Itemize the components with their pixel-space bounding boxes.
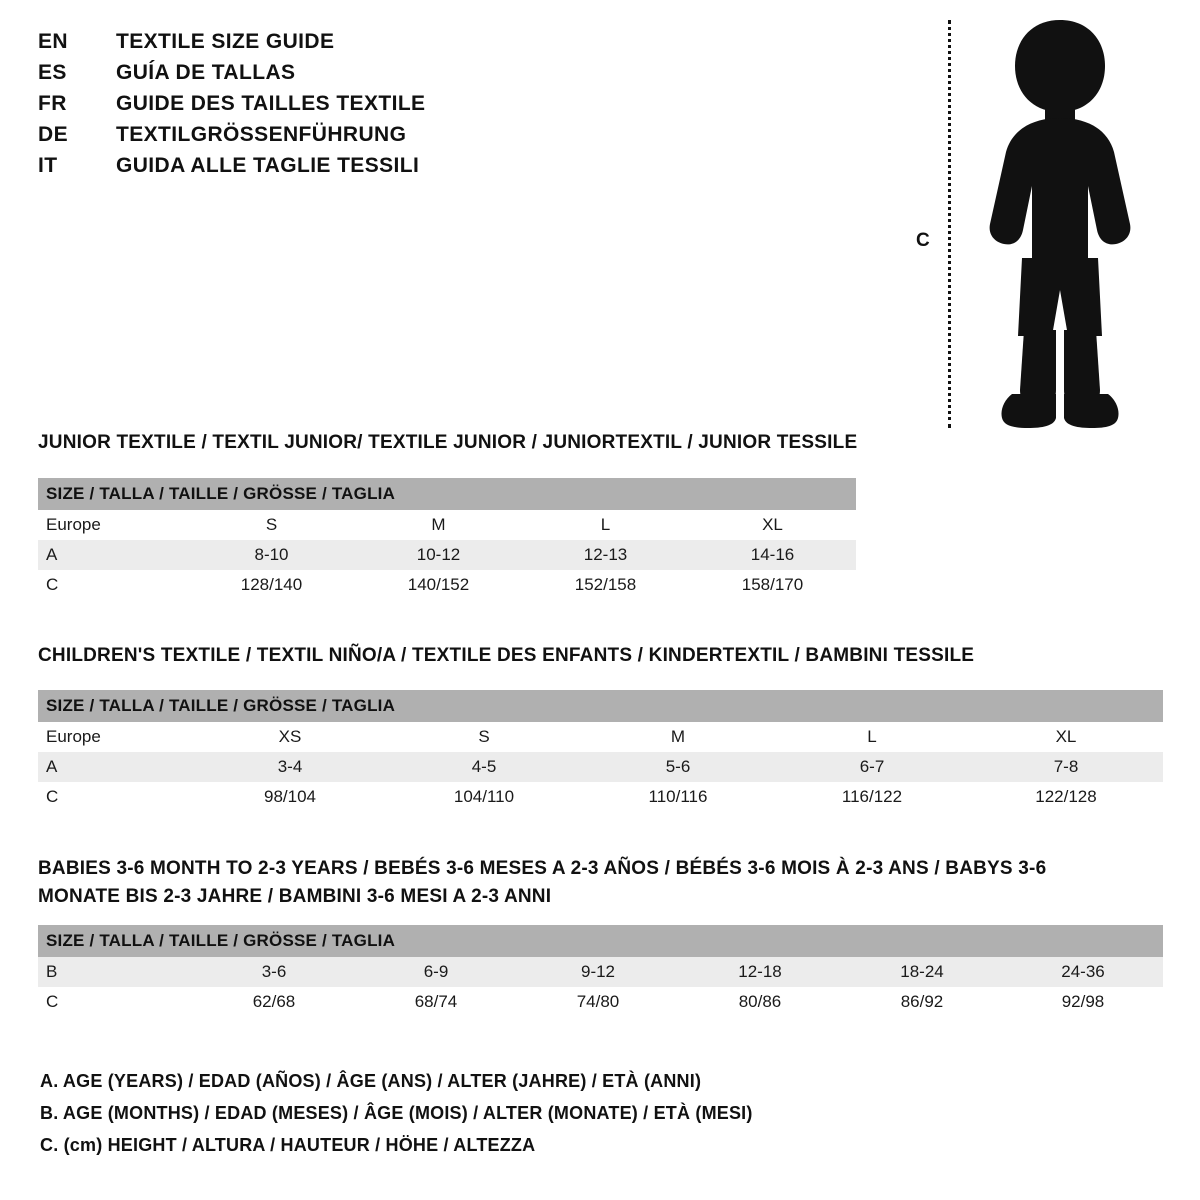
table-cell: 152/158 [522,570,689,600]
table-row [38,957,1163,987]
height-marker-label: C [916,230,930,251]
table-cell: 80/86 [679,987,841,1017]
column-header: XS [193,722,387,752]
height-dashed-line [948,20,951,428]
row-label: Europe [38,722,193,752]
language-title: GUIDE DES TAILLES TEXTILE [116,92,426,115]
column-header: L [522,510,689,540]
table-cell: 74/80 [517,987,679,1017]
table-cell: 7-8 [969,752,1163,782]
row-label: B [38,957,193,987]
table-row [38,510,856,540]
row-label: C [38,570,188,600]
language-row [38,30,658,61]
language-row [38,92,658,123]
table-cell: 62/68 [193,987,355,1017]
children-size-table [38,690,1163,812]
column-header: XL [689,510,856,540]
section-title-babies: BABIES 3-6 MONTH TO 2-3 YEARS / BEBÉS 3-6 MESES A 2-3 AÑOS / BÉBÉS 3-6 MOIS À 2-3 ANS / BABYS 3-6 MONATE BIS 2-3 JAHRE / BAMBINI 3-6 MESI A 2-3 ANNI [38,858,1047,907]
table-cell: 5-6 [581,752,775,782]
size-bar-label: SIZE / TALLA / TAILLE / GRÖSSE / TAGLIA [38,478,856,510]
table-cell: 14-16 [689,540,856,570]
row-label: A [38,540,188,570]
row-label: Europe [38,510,188,540]
table-cell: 9-12 [517,957,679,987]
language-title-list [38,30,658,185]
column-header: S [188,510,355,540]
legend-line-age-months: B. AGE (MONTHS) / EDAD (MESES) / ÂGE (MOIS) / ALTER (MONATE) / ETÀ (MESI) [40,1103,753,1123]
legend-line-age-years: A. AGE (YEARS) / EDAD (AÑOS) / ÂGE (ANS) / ALTER (JAHRE) / ETÀ (ANNI) [40,1071,702,1091]
language-row [38,154,658,185]
table-cell: 24-36 [1003,957,1163,987]
table-cell: 122/128 [969,782,1163,812]
table-row [38,782,1163,812]
language-code: DE [38,123,68,146]
language-title: GUÍA DE TALLAS [116,61,296,84]
table-cell: 12-13 [522,540,689,570]
table-cell: 12-18 [679,957,841,987]
row-label: A [38,752,193,782]
column-header: M [355,510,522,540]
table-row [38,752,1163,782]
column-header: XL [969,722,1163,752]
table-header-bar [38,478,856,510]
table-cell: 6-9 [355,957,517,987]
table-cell: 86/92 [841,987,1003,1017]
language-title: TEXTILGRÖSSENFÜHRUNG [116,123,407,146]
table-cell: 18-24 [841,957,1003,987]
child-silhouette-icon [960,18,1160,430]
language-title: GUIDA ALLE TAGLIE TESSILI [116,154,420,177]
language-code: FR [38,92,67,115]
table-cell: 140/152 [355,570,522,600]
table-row [38,987,1163,1017]
language-row [38,61,658,92]
column-header: S [387,722,581,752]
table-cell: 158/170 [689,570,856,600]
table-cell: 110/116 [581,782,775,812]
table-cell: 6-7 [775,752,969,782]
table-header-bar [38,925,1163,957]
row-label: C [38,987,193,1017]
table-cell: 128/140 [188,570,355,600]
row-label: C [38,782,193,812]
junior-size-table [38,478,856,600]
section-title-junior: JUNIOR TEXTILE / TEXTIL JUNIOR/ TEXTILE JUNIOR / JUNIORTEXTIL / JUNIOR TESSILE [38,432,858,453]
child-figure-diagram [900,12,1180,432]
legend-block [40,1065,1140,1161]
table-cell: 8-10 [188,540,355,570]
section-title-children: CHILDREN'S TEXTILE / TEXTIL NIÑO/A / TEXTILE DES ENFANTS / KINDERTEXTIL / BAMBINI TESSILE [38,645,975,666]
table-cell: 10-12 [355,540,522,570]
size-bar-label: SIZE / TALLA / TAILLE / GRÖSSE / TAGLIA [38,690,1163,722]
table-row [38,540,856,570]
table-cell: 68/74 [355,987,517,1017]
table-row [38,570,856,600]
legend-line-height: C. (cm) HEIGHT / ALTURA / HAUTEUR / HÖHE / ALTEZZA [40,1135,536,1155]
language-row [38,123,658,154]
table-cell: 3-6 [193,957,355,987]
table-cell: 3-4 [193,752,387,782]
column-header: M [581,722,775,752]
language-code: EN [38,30,68,53]
size-bar-label: SIZE / TALLA / TAILLE / GRÖSSE / TAGLIA [38,925,1163,957]
babies-size-table [38,925,1163,1017]
language-code: IT [38,154,58,177]
table-cell: 4-5 [387,752,581,782]
table-cell: 98/104 [193,782,387,812]
table-cell: 92/98 [1003,987,1163,1017]
table-header-bar [38,690,1163,722]
language-code: ES [38,61,67,84]
language-title: TEXTILE SIZE GUIDE [116,30,335,53]
table-cell: 104/110 [387,782,581,812]
table-row [38,722,1163,752]
table-cell: 116/122 [775,782,969,812]
column-header: L [775,722,969,752]
